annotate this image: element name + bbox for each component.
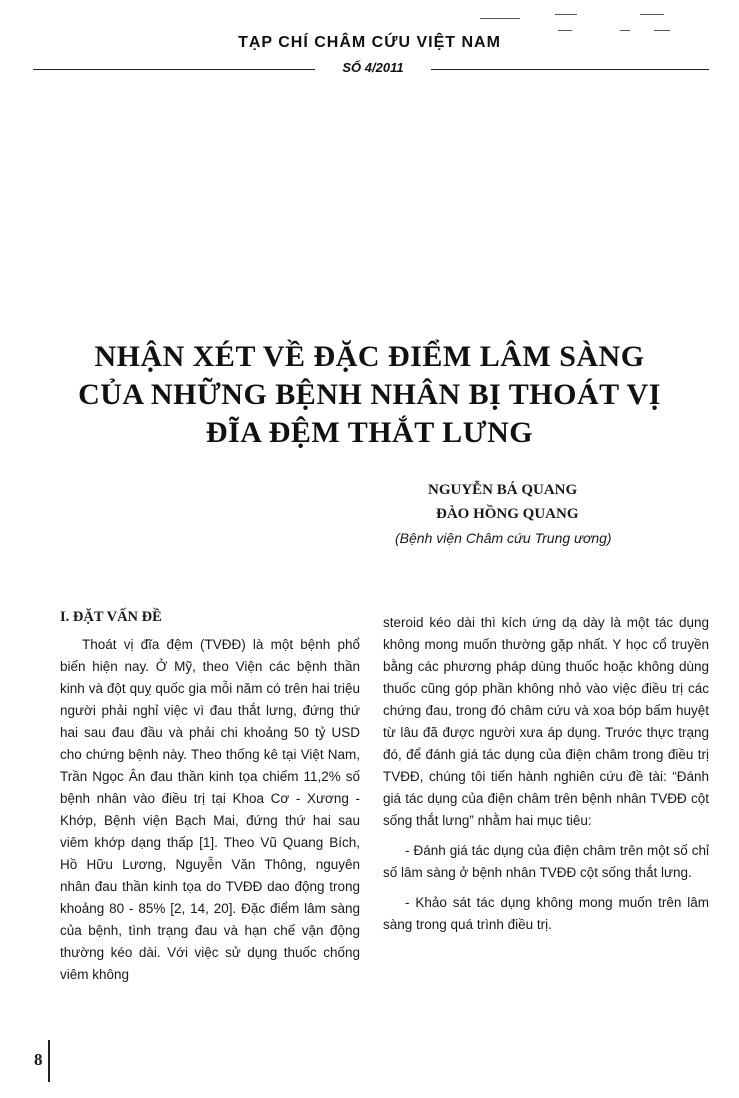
author-name: ĐÀO HỒNG QUANG [436,506,579,522]
author-name: NGUYỄN BÁ QUANG [428,482,578,498]
article-title [20,338,719,452]
issue-number: SỐ 4/2011 [342,60,404,75]
affiliation: (Bệnh viện Châm cứu Trung ương) [395,530,612,546]
title-line: CỦA NHỮNG BỆNH NHÂN BỊ THOÁT VỊ [78,378,661,411]
title-line: ĐĨA ĐỆM THẮT LƯNG [205,416,534,449]
right-column [383,612,709,936]
title-line: NHẬN XÉT VỀ ĐẶC ĐIỂM LÂM SÀNG [94,340,645,373]
journal-name: TẠP CHÍ CHÂM CỨU VIỆT NAM [238,34,501,51]
body-paragraph: Thoát vị đĩa đệm (TVĐĐ) là một bệnh phổ biến hiện nay. Ở Mỹ, theo Viện các bệnh thần kinh và đột quỵ quốc gia mỗi năm có trên hai triệu người phải nghỉ việc vì đau thắt lưng, đứng thứ hai sau đau đầu và phải chi khoảng 50 tỷ USD cho chứng bệnh này. Theo thống kê tại Việt Nam, Trần Ngọc Ân đau thần kinh tọa chiếm 11,2% số bệnh nhân vào điều trị tại Khoa Cơ - Xương - Khớp, Bệnh viện Bạch Mai, đứng thứ hai sau viêm khớp dạng thấp [1]. Theo Vũ Quang Bích, Hồ Hữu Lương, Nguyễn Văn Thông, nguyên nhân đau thần kinh tọa do TVĐĐ dao động trong khoảng 80 - 85% [2, 14, 20]. Đặc điểm lâm sàng của bệnh, tình trạng đau và hạn chế vận động thường kéo dài. Với việc sử dụng thuốc chống viêm không [60,637,360,982]
issue-row [33,60,709,78]
objective-item: - Khảo sát tác dụng không mong muốn trên lâm sàng trong quá trình điều trị. [383,895,709,932]
body-paragraph: steroid kéo dài thì kích ứng dạ dày là một tác dụng không mong muốn thường gặp nhất. Y học cổ truyền bằng các phương pháp dùng thuốc hoặc không dùng thuốc cũng góp phần không nhỏ vào việc điều trị các chứng đau, trong đó châm cứu và xoa bóp bấm huyệt từ lâu đã được người xưa áp dụng. Trước thực trạng đó, để đánh giá tác dụng của điện châm trong điều trị TVĐĐ, chúng tôi tiến hành nghiên cứu đề tài: “Đánh giá tác dụng của điện châm trên bệnh nhân TVĐĐ cột sống thắt lưng” nhằm hai mục tiêu: [383,615,709,828]
section-heading: I. ĐẶT VẤN ĐỀ [60,609,162,625]
author-block [340,478,680,550]
scan-artifacts [440,10,700,34]
header-rule-right [431,69,709,70]
page-number: 8 [34,1050,43,1069]
objective-item: - Đánh giá tác dụng của điện châm trên một số chỉ số lâm sàng ở bệnh nhân TVĐĐ cột sống thắt lưng. [383,843,709,880]
page-number-divider [48,1040,50,1082]
left-column [60,606,360,986]
header-rule-left [33,69,315,70]
